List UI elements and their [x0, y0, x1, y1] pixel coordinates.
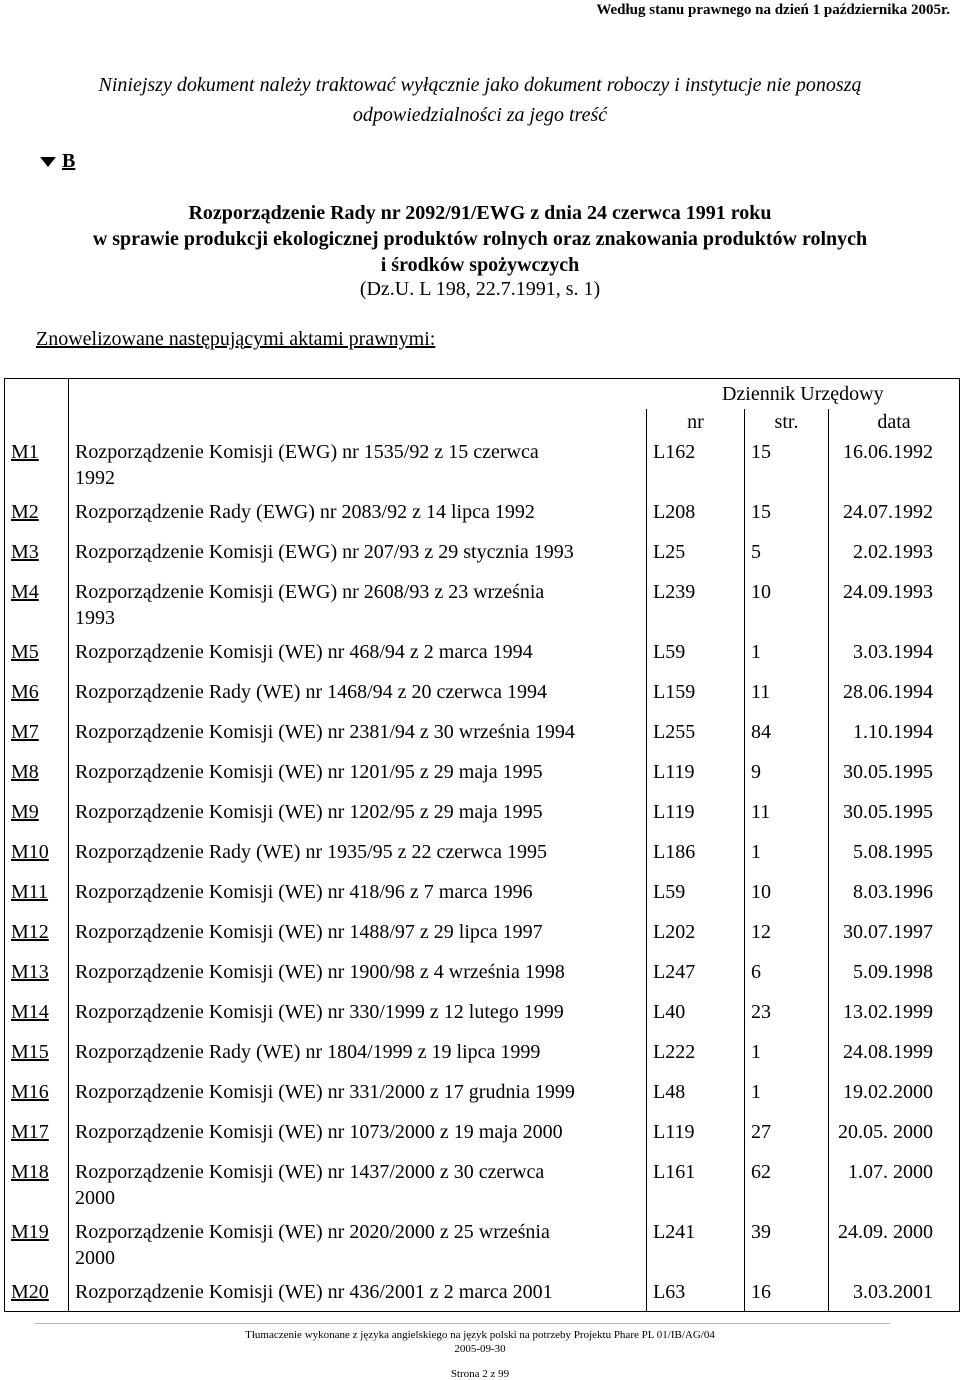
- journal-date: 5.09.1998: [829, 951, 960, 991]
- journal-date: 20.05. 2000: [829, 1111, 960, 1151]
- act-title-line-1: Rozporządzenie Komisji (WE) nr 1073/2000 z 19 maja 2000: [75, 1121, 563, 1143]
- journal-page: 12: [745, 911, 829, 951]
- act-title: [69, 951, 647, 991]
- journal-page: 15: [745, 491, 829, 531]
- table-header-journal: [5, 379, 960, 410]
- journal-page: 11: [745, 671, 829, 711]
- act-title-line-1: Rozporządzenie Komisji (WE) nr 1202/95 z 29 maja 1995: [75, 801, 543, 823]
- title-line-2: w sprawie produkcji ekologicznej produktów rolnych oraz znakowania produktów rolnych: [92, 228, 868, 250]
- act-title-line-1: Rozporządzenie Rady (WE) nr 1468/94 z 20 czerwca 1994: [75, 681, 548, 703]
- act-title: [69, 671, 647, 711]
- amended-by-heading: Znowelizowane następującymi aktami prawnymi:: [36, 328, 436, 350]
- journal-nr: L119: [647, 791, 745, 831]
- table-row: [5, 1211, 960, 1271]
- journal-nr: L159: [647, 671, 745, 711]
- table-row: [5, 1151, 960, 1211]
- journal-page: 10: [745, 571, 829, 631]
- act-code-link[interactable]: M18: [5, 1151, 69, 1211]
- table-row: [5, 991, 960, 1031]
- table-row: [5, 531, 960, 571]
- page-number: Strona 2 z 99: [450, 1368, 510, 1380]
- act-title: [69, 1211, 647, 1271]
- act-title-line-1: Rozporządzenie Komisji (WE) nr 331/2000 z 17 grudnia 1999: [75, 1081, 575, 1103]
- journal-page: 39: [745, 1211, 829, 1271]
- journal-nr: L25: [647, 531, 745, 571]
- act-code-link[interactable]: M12: [5, 911, 69, 951]
- journal-page: 23: [745, 991, 829, 1031]
- journal-nr: L162: [647, 435, 745, 491]
- journal-page: 16: [745, 1271, 829, 1311]
- journal-nr: L202: [647, 911, 745, 951]
- footer-divider: [34, 1323, 890, 1324]
- journal-page: 1: [745, 631, 829, 671]
- act-title-line-2: 1992: [75, 467, 115, 489]
- act-code-link[interactable]: M2: [5, 491, 69, 531]
- journal-page: 6: [745, 951, 829, 991]
- table-row: [5, 911, 960, 951]
- act-title: [69, 911, 647, 951]
- journal-date: 24.07.1992: [829, 491, 960, 531]
- journal-nr: L186: [647, 831, 745, 871]
- journal-nr: L48: [647, 1071, 745, 1111]
- act-title: [69, 871, 647, 911]
- table-row: [5, 831, 960, 871]
- act-title-line-1: Rozporządzenie Komisji (WE) nr 1437/2000 z 30 czerwca: [75, 1161, 545, 1183]
- act-title-line-1: Rozporządzenie Komisji (WE) nr 418/96 z 7 marca 1996: [75, 881, 533, 903]
- table-row: [5, 435, 960, 491]
- journal-date: 13.02.1999: [829, 991, 960, 1031]
- table-row: [5, 1071, 960, 1111]
- journal-page: 15: [745, 435, 829, 491]
- act-title-line-1: Rozporządzenie Komisji (WE) nr 468/94 z 2 marca 1994: [75, 641, 533, 663]
- act-code-link[interactable]: M20: [5, 1271, 69, 1311]
- table-header-columns: [5, 409, 960, 435]
- act-title-line-1: Rozporządzenie Rady (WE) nr 1935/95 z 22 czerwca 1995: [75, 841, 548, 863]
- act-code-link[interactable]: M13: [5, 951, 69, 991]
- table-row: [5, 711, 960, 751]
- journal-date: 2.02.1993: [829, 531, 960, 571]
- act-title-line-2: 1993: [75, 607, 115, 629]
- table-row: [5, 671, 960, 711]
- table-row: [5, 571, 960, 631]
- act-title: [69, 1111, 647, 1151]
- act-title-line-1: Rozporządzenie Komisji (EWG) nr 2608/93 z 23 września: [75, 581, 545, 603]
- journal-date: 8.03.1996: [829, 871, 960, 911]
- journal-date: 3.03.1994: [829, 631, 960, 671]
- act-title: [69, 1071, 647, 1111]
- col-date-header: data: [829, 409, 960, 435]
- act-title-line-1: Rozporządzenie Komisji (WE) nr 2020/2000 z 25 września: [75, 1221, 550, 1243]
- act-code-link[interactable]: M16: [5, 1071, 69, 1111]
- journal-date: 1.10.1994: [829, 711, 960, 751]
- act-title-line-1: Rozporządzenie Rady (EWG) nr 2083/92 z 14 lipca 1992: [75, 501, 535, 523]
- table-row: [5, 1111, 960, 1151]
- act-title: [69, 711, 647, 751]
- journal-page: 10: [745, 871, 829, 911]
- act-title: [69, 831, 647, 871]
- act-code-link[interactable]: M5: [5, 631, 69, 671]
- title-line-1: Rozporządzenie Rady nr 2092/91/EWG z dnia 24 czerwca 1991 roku: [188, 202, 772, 224]
- table-row: [5, 1271, 960, 1311]
- journal-date: 28.06.1994: [829, 671, 960, 711]
- journal-nr: L239: [647, 571, 745, 631]
- journal-date: 24.09.1993: [829, 571, 960, 631]
- journal-nr: L241: [647, 1211, 745, 1271]
- journal-nr: L40: [647, 991, 745, 1031]
- journal-date: 30.05.1995: [829, 791, 960, 831]
- act-title: [69, 631, 647, 671]
- journal-date: 5.08.1995: [829, 831, 960, 871]
- journal-date: 30.07.1997: [829, 911, 960, 951]
- disclaimer-notice: [20, 70, 940, 130]
- act-title: [69, 571, 647, 631]
- table-row: [5, 871, 960, 911]
- act-title-line-2: 2000: [75, 1247, 115, 1269]
- table-row: [5, 951, 960, 991]
- journal-page: 5: [745, 531, 829, 571]
- act-title-line-1: Rozporządzenie Komisji (WE) nr 1900/98 z 4 września 1998: [75, 961, 565, 983]
- table-row: [5, 491, 960, 531]
- act-code-link[interactable]: M6: [5, 671, 69, 711]
- act-code-link[interactable]: M15: [5, 1031, 69, 1071]
- act-title: [69, 751, 647, 791]
- journal-nr: L63: [647, 1271, 745, 1311]
- journal-page: 27: [745, 1111, 829, 1151]
- journal-page: 11: [745, 791, 829, 831]
- journal-date: 3.03.2001: [829, 1271, 960, 1311]
- table-row: [5, 631, 960, 671]
- act-title-line-1: Rozporządzenie Komisji (WE) nr 2381/94 z 30 września 1994: [75, 721, 575, 743]
- journal-date: 19.02.2000: [829, 1071, 960, 1111]
- table-row: [5, 1031, 960, 1071]
- journal-date: 30.05.1995: [829, 751, 960, 791]
- act-title-line-1: Rozporządzenie Komisji (WE) nr 436/2001 z 2 marca 2001: [75, 1281, 553, 1303]
- journal-date: 1.07. 2000: [829, 1151, 960, 1211]
- regulation-title: [10, 200, 950, 278]
- translation-note: Tłumaczenie wykonane z języka angielskiego na język polski na potrzeby Projektu Phare PL 01/IB/AG/04: [245, 1329, 715, 1341]
- journal-nr: L208: [647, 491, 745, 531]
- journal-page: 62: [745, 1151, 829, 1211]
- footer: [0, 1328, 960, 1356]
- act-title: [69, 1031, 647, 1071]
- act-title-line-1: Rozporządzenie Komisji (WE) nr 330/1999 z 12 lutego 1999: [75, 1001, 564, 1023]
- amending-acts-table: [4, 378, 960, 1312]
- journal-nr: L59: [647, 871, 745, 911]
- journal-nr: L247: [647, 951, 745, 991]
- section-marker[interactable]: [40, 150, 75, 173]
- title-line-3: i środków spożywczych: [380, 254, 580, 276]
- act-title: [69, 491, 647, 531]
- journal-page: 1: [745, 1031, 829, 1071]
- triangle-down-icon: [40, 157, 56, 167]
- journal-nr: L119: [647, 1111, 745, 1151]
- act-title: [69, 991, 647, 1031]
- table-row: [5, 751, 960, 791]
- act-code-link[interactable]: M14: [5, 991, 69, 1031]
- act-code-link[interactable]: M3: [5, 531, 69, 571]
- act-title: [69, 1271, 647, 1311]
- act-title: [69, 531, 647, 571]
- table-row: [5, 791, 960, 831]
- journal-nr: L59: [647, 631, 745, 671]
- journal-page: 9: [745, 751, 829, 791]
- act-title-line-2: 2000: [75, 1187, 115, 1209]
- disclaimer-line-1: Niniejszy dokument należy traktować wyłącznie jako dokument roboczy i instytucje nie ponoszą: [98, 74, 862, 96]
- col-str-header: str.: [745, 409, 829, 435]
- act-code-link[interactable]: M10: [5, 831, 69, 871]
- act-code-link[interactable]: M19: [5, 1211, 69, 1271]
- act-code-link[interactable]: M8: [5, 751, 69, 791]
- act-code-link[interactable]: M4: [5, 571, 69, 631]
- act-title-line-1: Rozporządzenie Komisji (WE) nr 1201/95 z 29 maja 1995: [75, 761, 543, 783]
- act-title: [69, 435, 647, 491]
- col-nr-header: nr: [647, 409, 745, 435]
- journal-nr: L222: [647, 1031, 745, 1071]
- act-title-line-1: Rozporządzenie Komisji (WE) nr 1488/97 z 29 lipca 1997: [75, 921, 543, 943]
- act-code-link[interactable]: M17: [5, 1111, 69, 1151]
- act-title-line-1: Rozporządzenie Komisji (EWG) nr 207/93 z 29 stycznia 1993: [75, 541, 574, 563]
- act-title-line-1: Rozporządzenie Komisji (EWG) nr 1535/92 z 15 czerwca: [75, 441, 539, 463]
- act-code-link[interactable]: M9: [5, 791, 69, 831]
- journal-page: 1: [745, 1071, 829, 1111]
- act-code-link[interactable]: M7: [5, 711, 69, 751]
- journal-date: 24.09. 2000: [829, 1211, 960, 1271]
- act-code-link[interactable]: M11: [5, 871, 69, 911]
- journal-page: 1: [745, 831, 829, 871]
- journal-nr: L119: [647, 751, 745, 791]
- section-label: B: [62, 150, 76, 172]
- journal-date: 16.06.1992: [829, 435, 960, 491]
- state-of-law-header: Według stanu prawnego na dzień 1 października 2005r.: [596, 2, 950, 18]
- journal-nr: L161: [647, 1151, 745, 1211]
- act-title-line-1: Rozporządzenie Rady (WE) nr 1804/1999 z 19 lipca 1999: [75, 1041, 541, 1063]
- journal-page: 84: [745, 711, 829, 751]
- journal-nr: L255: [647, 711, 745, 751]
- journal-header: Dziennik Urzędowy: [647, 379, 960, 410]
- journal-reference: (Dz.U. L 198, 22.7.1991, s. 1): [359, 278, 601, 300]
- footer-date: 2005-09-30: [454, 1343, 506, 1355]
- journal-date: 24.08.1999: [829, 1031, 960, 1071]
- act-code-link[interactable]: M1: [5, 435, 69, 491]
- act-title: [69, 1151, 647, 1211]
- act-title: [69, 791, 647, 831]
- disclaimer-line-2: odpowiedzialności za jego treść: [352, 104, 608, 126]
